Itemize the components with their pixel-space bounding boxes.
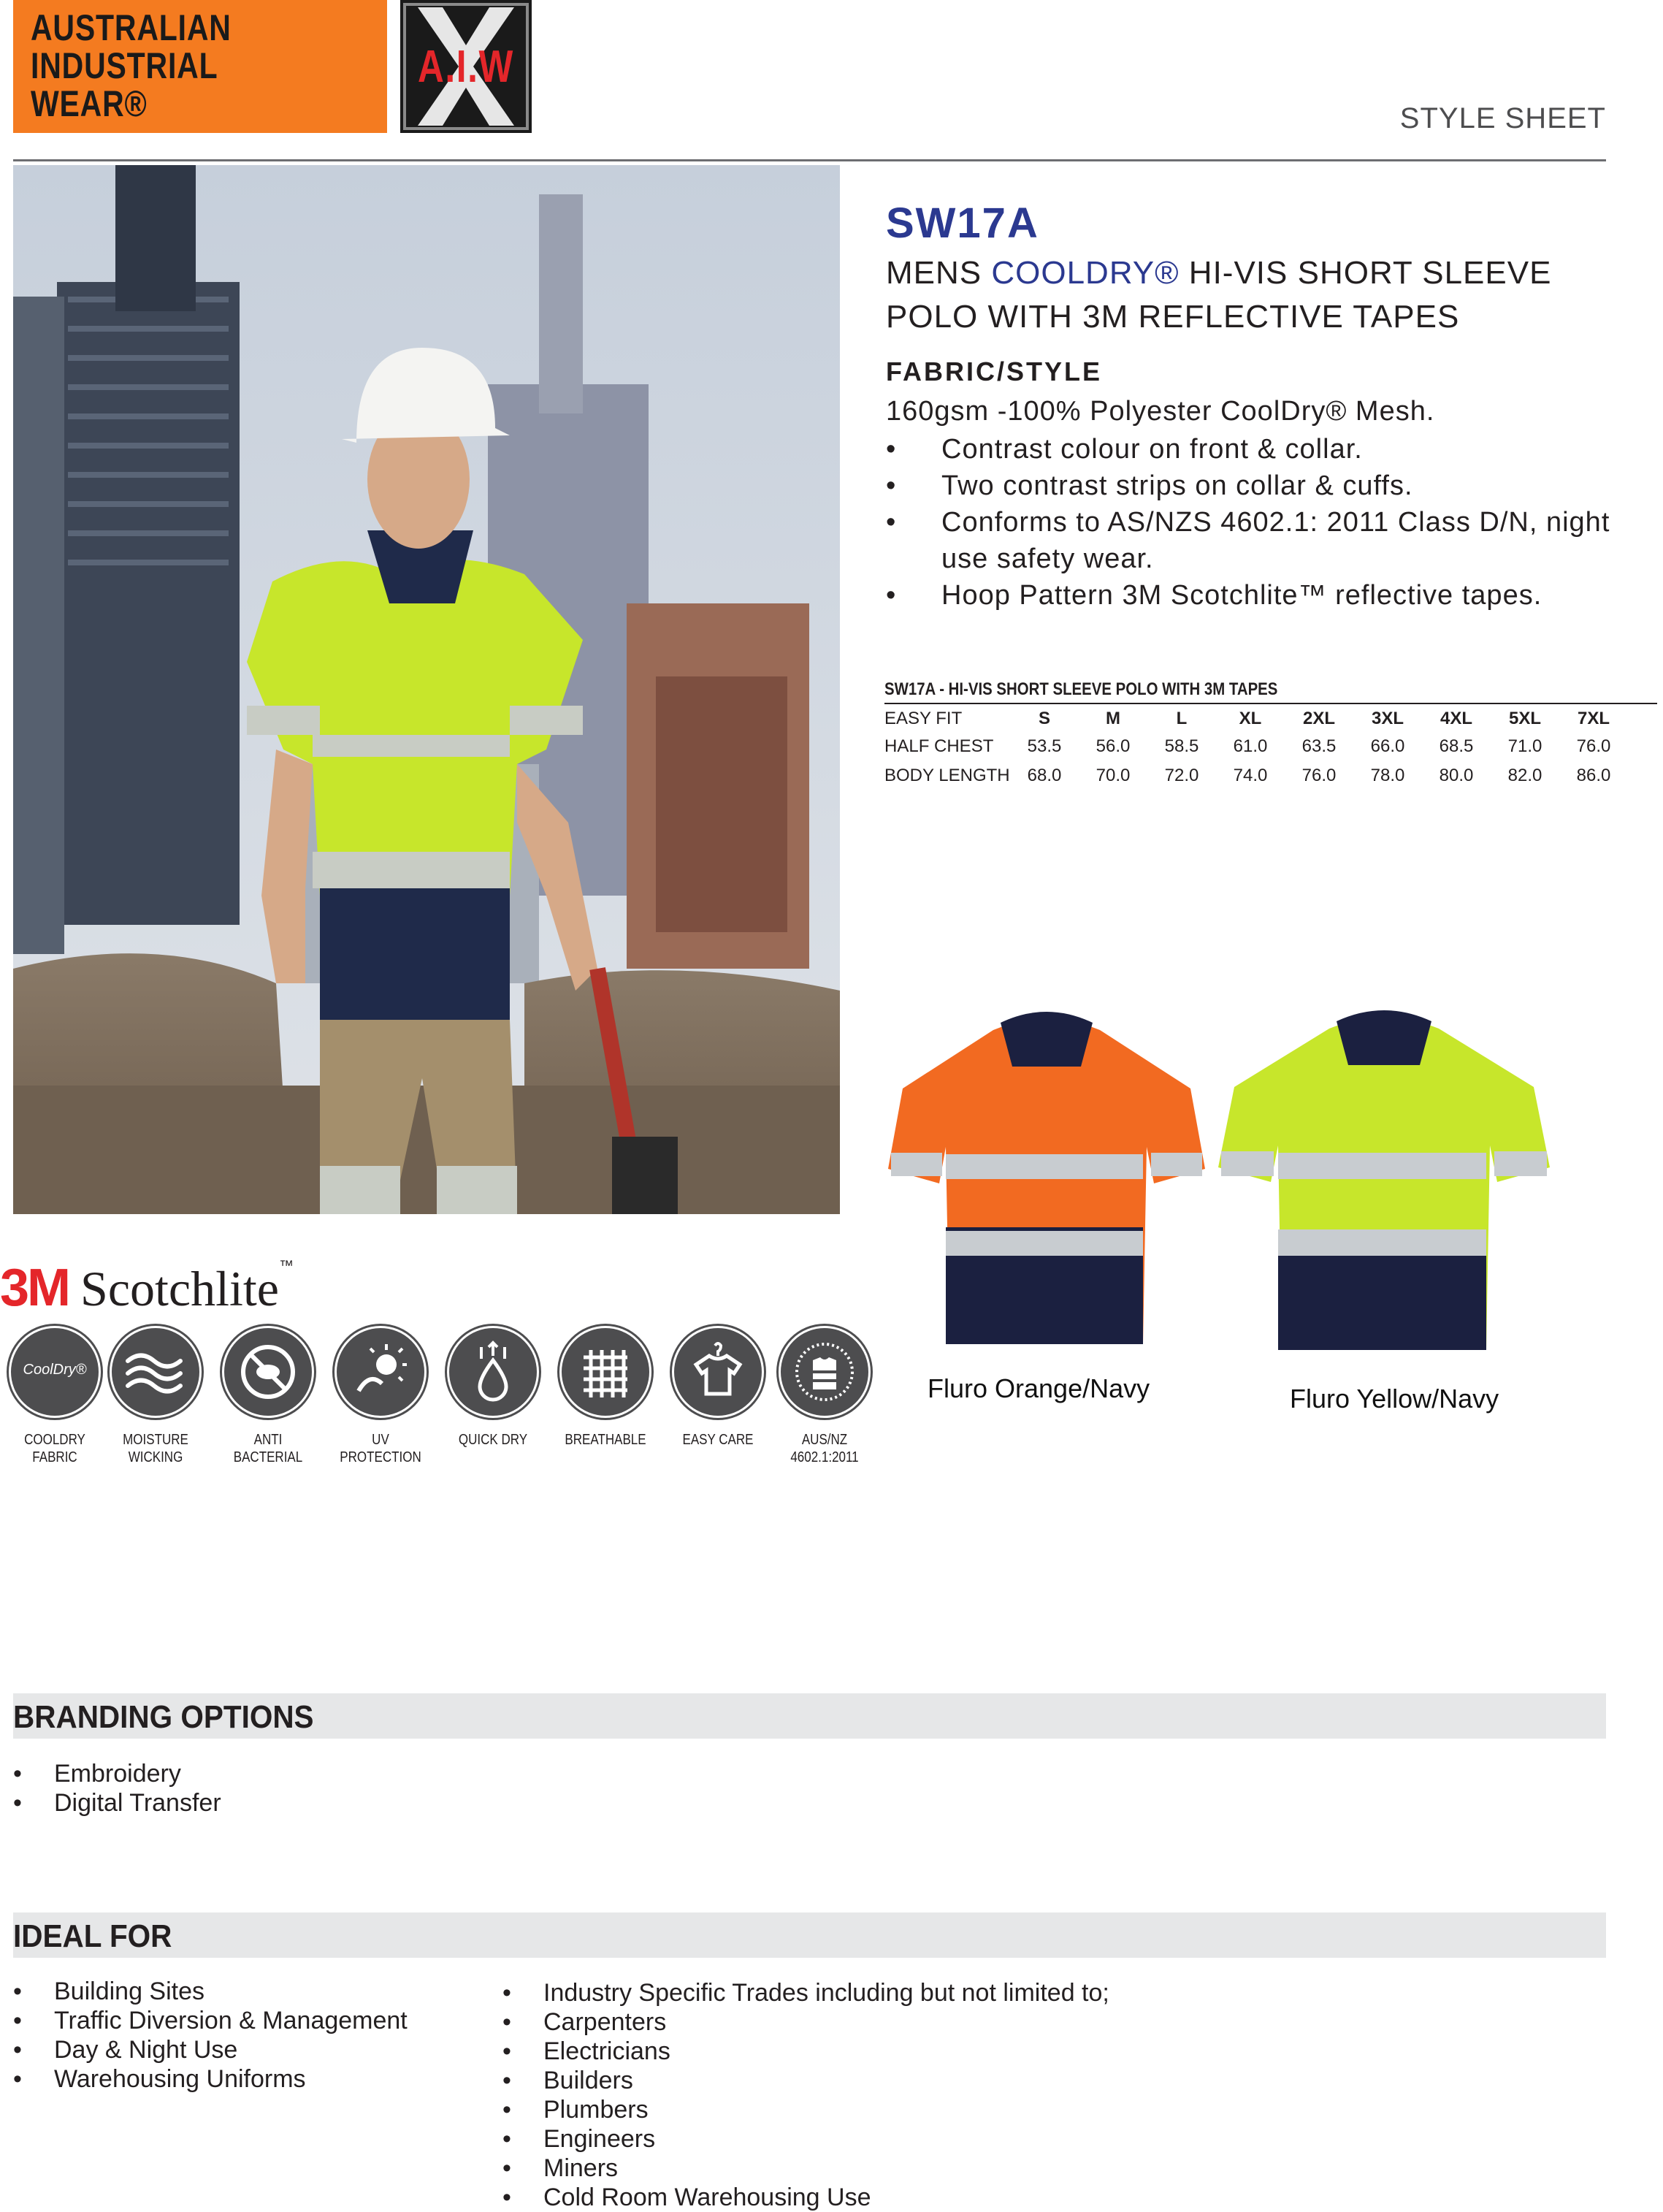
- ideal-for-list-right: [502, 1978, 1109, 2212]
- feature-caption: EASY CARE: [682, 1432, 754, 1448]
- size-table-title: SW17A - HI-VIS SHORT SLEEVE POLO WITH 3M TAPES: [884, 679, 1278, 699]
- size-value-cell: 74.0: [1233, 766, 1268, 785]
- aus-nz-standard-icon: [779, 1326, 871, 1418]
- feature-badge: [551, 1326, 660, 1449]
- list-item: • Building Sites: [13, 1977, 408, 2006]
- size-header-cell: 7XL: [1577, 709, 1610, 728]
- cooldry-icon: [9, 1326, 101, 1418]
- size-value-cell: 78.0: [1370, 766, 1405, 785]
- header-divider: [13, 159, 1606, 161]
- size-table-row: [884, 736, 1657, 764]
- quick-dry-icon: [447, 1326, 539, 1418]
- feature-caption: BREATHABLE: [565, 1432, 646, 1448]
- branding-options-list: [13, 1759, 221, 1818]
- feature-item: • Conforms to AS/NZS 4602.1: 2011 Class D/N, night use safety wear.: [886, 504, 1638, 577]
- colour-label: Fluro Orange/Navy: [928, 1373, 1150, 1403]
- size-row-label: HALF CHEST: [884, 736, 994, 756]
- feature-caption: UV PROTECTION: [340, 1432, 421, 1465]
- feature-caption: MOISTURE WICKING: [123, 1432, 188, 1465]
- scotchlite-logo: [0, 1258, 294, 1318]
- size-row-label: BODY LENGTH: [884, 766, 1010, 785]
- list-item: • Cold Room Warehousing Use: [502, 2183, 1109, 2212]
- feature-caption: ANTI BACTERIAL: [233, 1432, 303, 1465]
- list-item: • Industry Specific Trades including but not limited to;: [502, 1978, 1109, 2007]
- size-value-cell: 70.0: [1096, 766, 1131, 785]
- fabric-heading: FABRIC/STYLE: [886, 356, 1103, 386]
- size-table-row: [884, 709, 1657, 736]
- colour-variant-orange: [884, 986, 1209, 1403]
- style-sheet-label: STYLE SHEET: [1399, 102, 1606, 134]
- aiw-x-logo: [400, 0, 532, 133]
- size-header-cell: M: [1106, 709, 1120, 728]
- polo-yellow-image: [1212, 977, 1556, 1357]
- easy-care-icon: [672, 1326, 764, 1418]
- ideal-for-header: [13, 1912, 1606, 1958]
- feature-item: • Contrast colour on front & collar.: [886, 431, 1638, 468]
- title-rest: HI-VIS SHORT SLEEVE POLO WITH 3M REFLECTIVE TAPES: [886, 255, 1552, 335]
- feature-badge: [663, 1326, 773, 1449]
- size-header-cell: 2XL: [1302, 709, 1335, 728]
- size-header-cell: 5XL: [1508, 709, 1541, 728]
- size-header-cell: 4XL: [1440, 709, 1472, 728]
- feature-list: [886, 431, 1638, 614]
- colour-label: Fluro Yellow/Navy: [1290, 1384, 1499, 1414]
- branding-options-header: [13, 1693, 1606, 1739]
- logo-line: INDUSTRIAL: [31, 45, 218, 86]
- uv-protection-icon: [334, 1326, 427, 1418]
- feature-caption: COOLDRY FABRIC: [24, 1432, 85, 1465]
- list-item: • Embroidery: [13, 1759, 221, 1788]
- size-table-rule: [884, 703, 1657, 704]
- feature-caption: QUICK DRY: [458, 1432, 528, 1448]
- feature-item: • Hoop Pattern 3M Scotchlite™ reflective tapes.: [886, 577, 1638, 614]
- size-value-cell: 68.5: [1439, 736, 1474, 756]
- logo-line: AUSTRALIAN: [31, 7, 232, 48]
- size-value-cell: 86.0: [1576, 766, 1611, 785]
- scotchlite-tm: ™: [278, 1258, 294, 1274]
- size-value-cell: 76.0: [1301, 766, 1337, 785]
- list-item: • Plumbers: [502, 2095, 1109, 2124]
- list-item: • Warehousing Uniforms: [13, 2064, 408, 2094]
- fabric-description: 160gsm -100% Polyester CoolDry® Mesh.: [886, 396, 1435, 427]
- size-value-cell: 61.0: [1233, 736, 1268, 756]
- size-value-cell: 80.0: [1439, 766, 1474, 785]
- aiw-logo: [13, 0, 387, 133]
- feature-badge: [213, 1326, 323, 1466]
- 3m-mark: 3M: [0, 1259, 69, 1317]
- size-value-cell: 82.0: [1507, 766, 1542, 785]
- size-row-label: EASY FIT: [884, 709, 963, 728]
- colour-variant-yellow: [1212, 977, 1556, 1414]
- list-item: • Electricians: [502, 2037, 1109, 2066]
- size-value-cell: 56.0: [1096, 736, 1131, 756]
- scotchlite-name: Scotchlite: [80, 1261, 279, 1316]
- list-item: • Carpenters: [502, 2007, 1109, 2037]
- size-value-cell: 58.5: [1164, 736, 1199, 756]
- list-item: • Engineers: [502, 2124, 1109, 2154]
- hero-photo: [13, 165, 840, 1214]
- size-value-cell: 72.0: [1164, 766, 1199, 785]
- size-header-cell: L: [1176, 709, 1188, 728]
- size-value-cell: 66.0: [1370, 736, 1405, 756]
- feature-badge: [0, 1326, 110, 1466]
- breathable-icon: [559, 1326, 651, 1418]
- cooldry-glyph: CoolDry®: [23, 1362, 87, 1378]
- product-title: [886, 251, 1587, 339]
- size-table-row: [884, 766, 1657, 793]
- section-title: IDEAL FOR: [13, 1918, 172, 1954]
- feature-badge: [438, 1326, 548, 1449]
- size-value-cell: 71.0: [1507, 736, 1542, 756]
- size-value-cell: 63.5: [1301, 736, 1337, 756]
- size-value-cell: 76.0: [1576, 736, 1611, 756]
- moisture-wicking-icon: [110, 1326, 202, 1418]
- size-header-cell: XL: [1239, 709, 1262, 728]
- anti-bacterial-icon: [222, 1326, 314, 1418]
- polo-orange-image: [884, 986, 1209, 1351]
- product-code: SW17A: [886, 199, 1039, 247]
- feature-caption: AUS/NZ 4602.1:2011: [790, 1432, 859, 1465]
- title-prefix: MENS: [886, 255, 992, 291]
- list-item: • Day & Night Use: [13, 2035, 408, 2064]
- feature-item: • Two contrast strips on collar & cuffs.: [886, 468, 1638, 504]
- size-value-cell: 68.0: [1027, 766, 1062, 785]
- feature-badge: [770, 1326, 879, 1466]
- ideal-for-list-left: [13, 1977, 408, 2094]
- title-brand: COOLDRY®: [991, 255, 1180, 291]
- logo-mark: A.I.W: [418, 42, 514, 92]
- feature-badge: [326, 1326, 435, 1466]
- feature-badge: [101, 1326, 210, 1466]
- list-item: • Miners: [502, 2154, 1109, 2183]
- list-item: • Traffic Diversion & Management: [13, 2006, 408, 2035]
- size-header-cell: S: [1038, 709, 1050, 728]
- size-value-cell: 53.5: [1027, 736, 1062, 756]
- list-item: • Digital Transfer: [13, 1788, 221, 1818]
- section-title: BRANDING OPTIONS: [13, 1699, 314, 1735]
- list-item: • Builders: [502, 2066, 1109, 2095]
- size-header-cell: 3XL: [1371, 709, 1404, 728]
- logo-line: WEAR®: [31, 83, 148, 124]
